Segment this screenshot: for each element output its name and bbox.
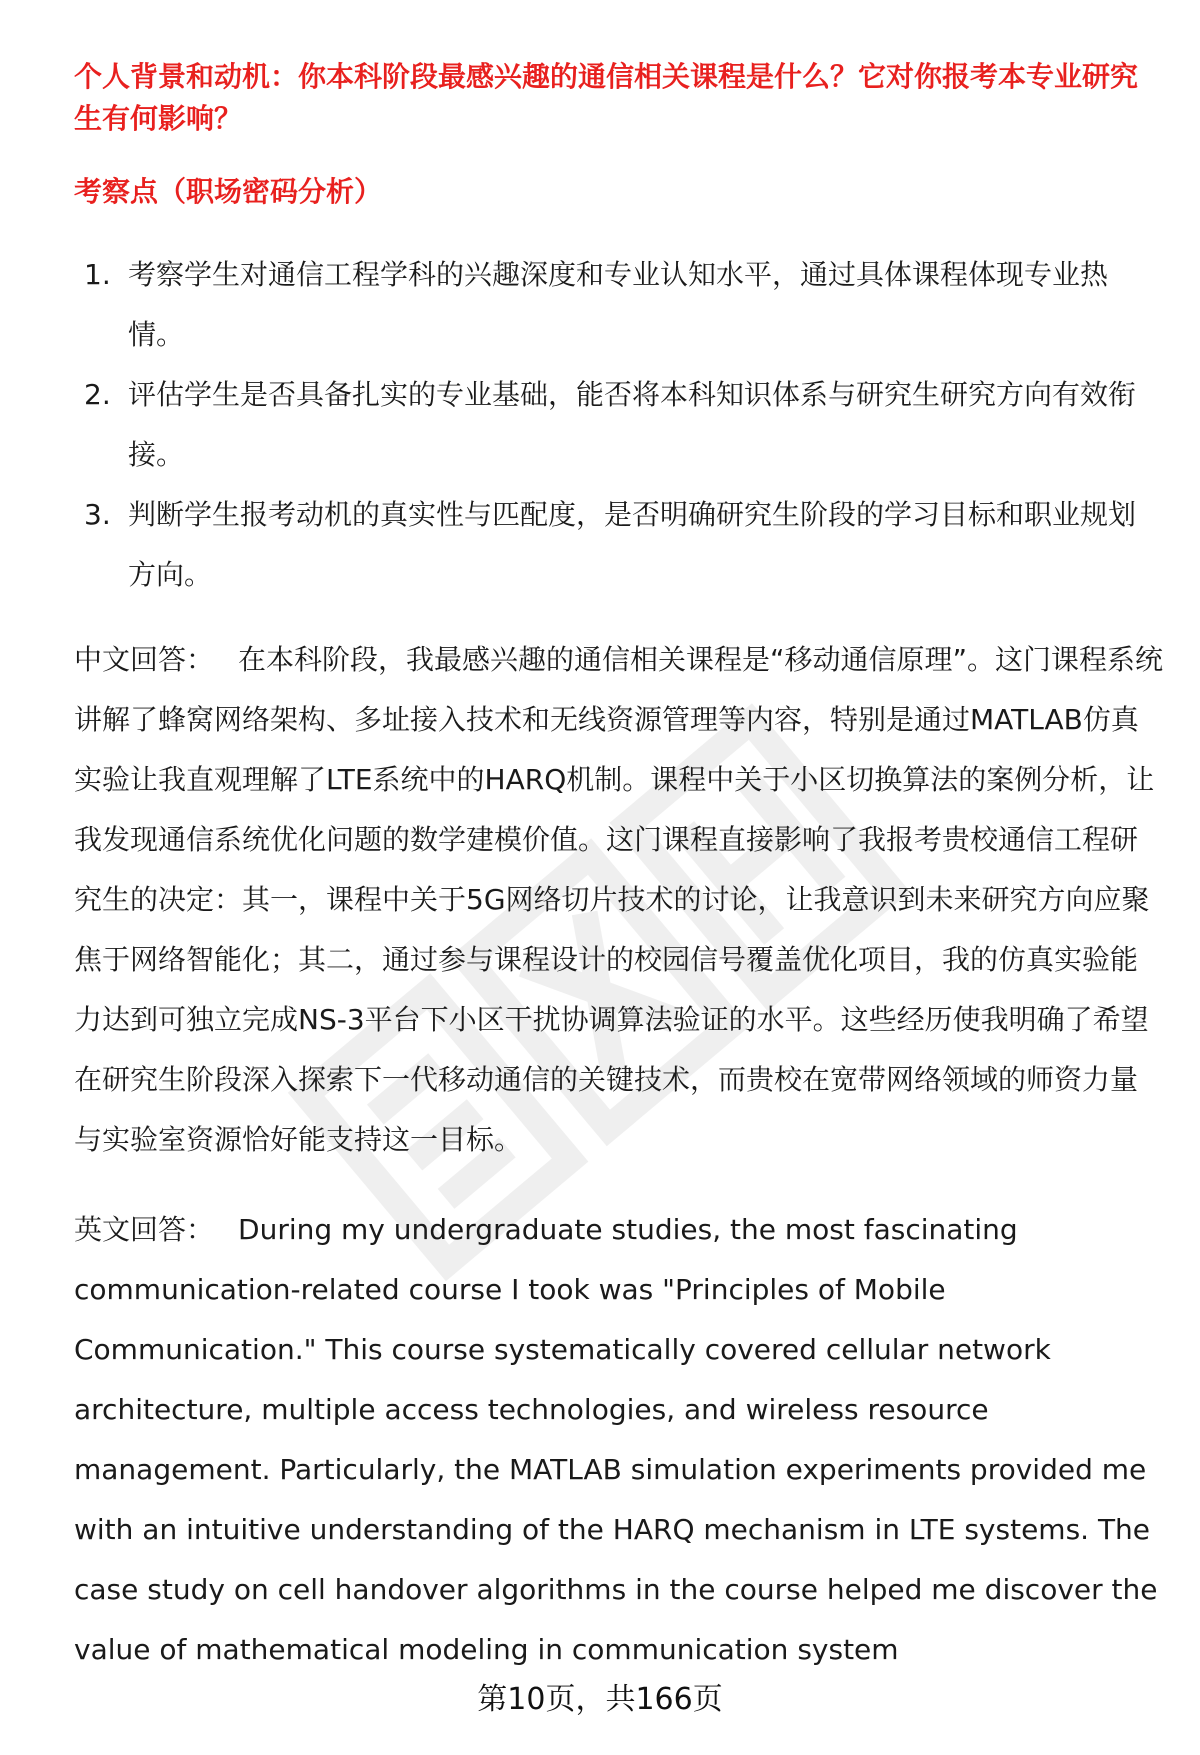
list-item: [74, 485, 1154, 605]
assessment-points-list: [74, 245, 1154, 605]
question-heading: 个人背景和动机：你本科阶段最感兴趣的通信相关课程是什么？它对你报考本专业研究生有何影响？: [74, 60, 1139, 135]
list-item-number: 3.: [84, 498, 111, 531]
english-answer-label: 英文回答：: [74, 1213, 215, 1246]
section-title: 考察点（职场密码分析）: [74, 175, 383, 208]
english-answer-paragraph: [74, 1200, 1164, 1680]
chinese-answer-label: 中文回答：: [74, 643, 215, 676]
english-answer-text: During my undergraduate studies, the most fascinating communication-related course I took was "Principles of Mobile Communication." This course systematically covered cellular network architecture, multiple access technologies, and wireless resource management. Particularly, the MATLAB simulation experiments provided me with an intuitive understanding of the HARQ mechanism in LTE systems. The case study on cell handover algorithms in the course helped me discover the value of mathematical modeling in communication system: [74, 1213, 1158, 1666]
chinese-answer-text: 在本科阶段，我最感兴趣的通信相关课程是“移动通信原理”。这门课程系统讲解了蜂窝网络架构、多址接入技术和无线资源管理等内容，特别是通过MATLAB仿真实验让我直观理解了LTE系统中的HARQ机制。课程中关于小区切换算法的案例分析，让我发现通信系统优化问题的数学建模价值。这门课程直接影响了我报考贵校通信工程研究生的决定：其一，课程中关于5G网络切片技术的讨论，让我意识到未来研究方向应聚焦于网络智能化；其二，通过参与课程设计的校园信号覆盖优化项目，我的仿真实验能力达到可独立完成NS-3平台下小区干扰协调算法验证的水平。这些经历使我明确了希望在研究生阶段深入探索下一代移动通信的关键技术，而贵校在宽带网络领域的师资力量与实验室资源恰好能支持这一目标。: [74, 643, 1164, 1156]
page-number-footer: 第10页，共166页: [477, 1682, 723, 1717]
list-item-text: 判断学生报考动机的真实性与匹配度，是否明确研究生阶段的学习目标和职业规划方向。: [128, 498, 1137, 591]
list-item: [74, 365, 1154, 485]
list-item: [74, 245, 1154, 365]
chinese-answer-paragraph: [74, 630, 1164, 1170]
list-item-number: 2.: [84, 378, 111, 411]
list-item-text: 考察学生对通信工程学科的兴趣深度和专业认知水平，通过具体课程体现专业热情。: [128, 258, 1109, 351]
list-item-text: 评估学生是否具备扎实的专业基础，能否将本科知识体系与研究生研究方向有效衔接。: [128, 378, 1137, 471]
list-item-number: 1.: [84, 258, 111, 291]
